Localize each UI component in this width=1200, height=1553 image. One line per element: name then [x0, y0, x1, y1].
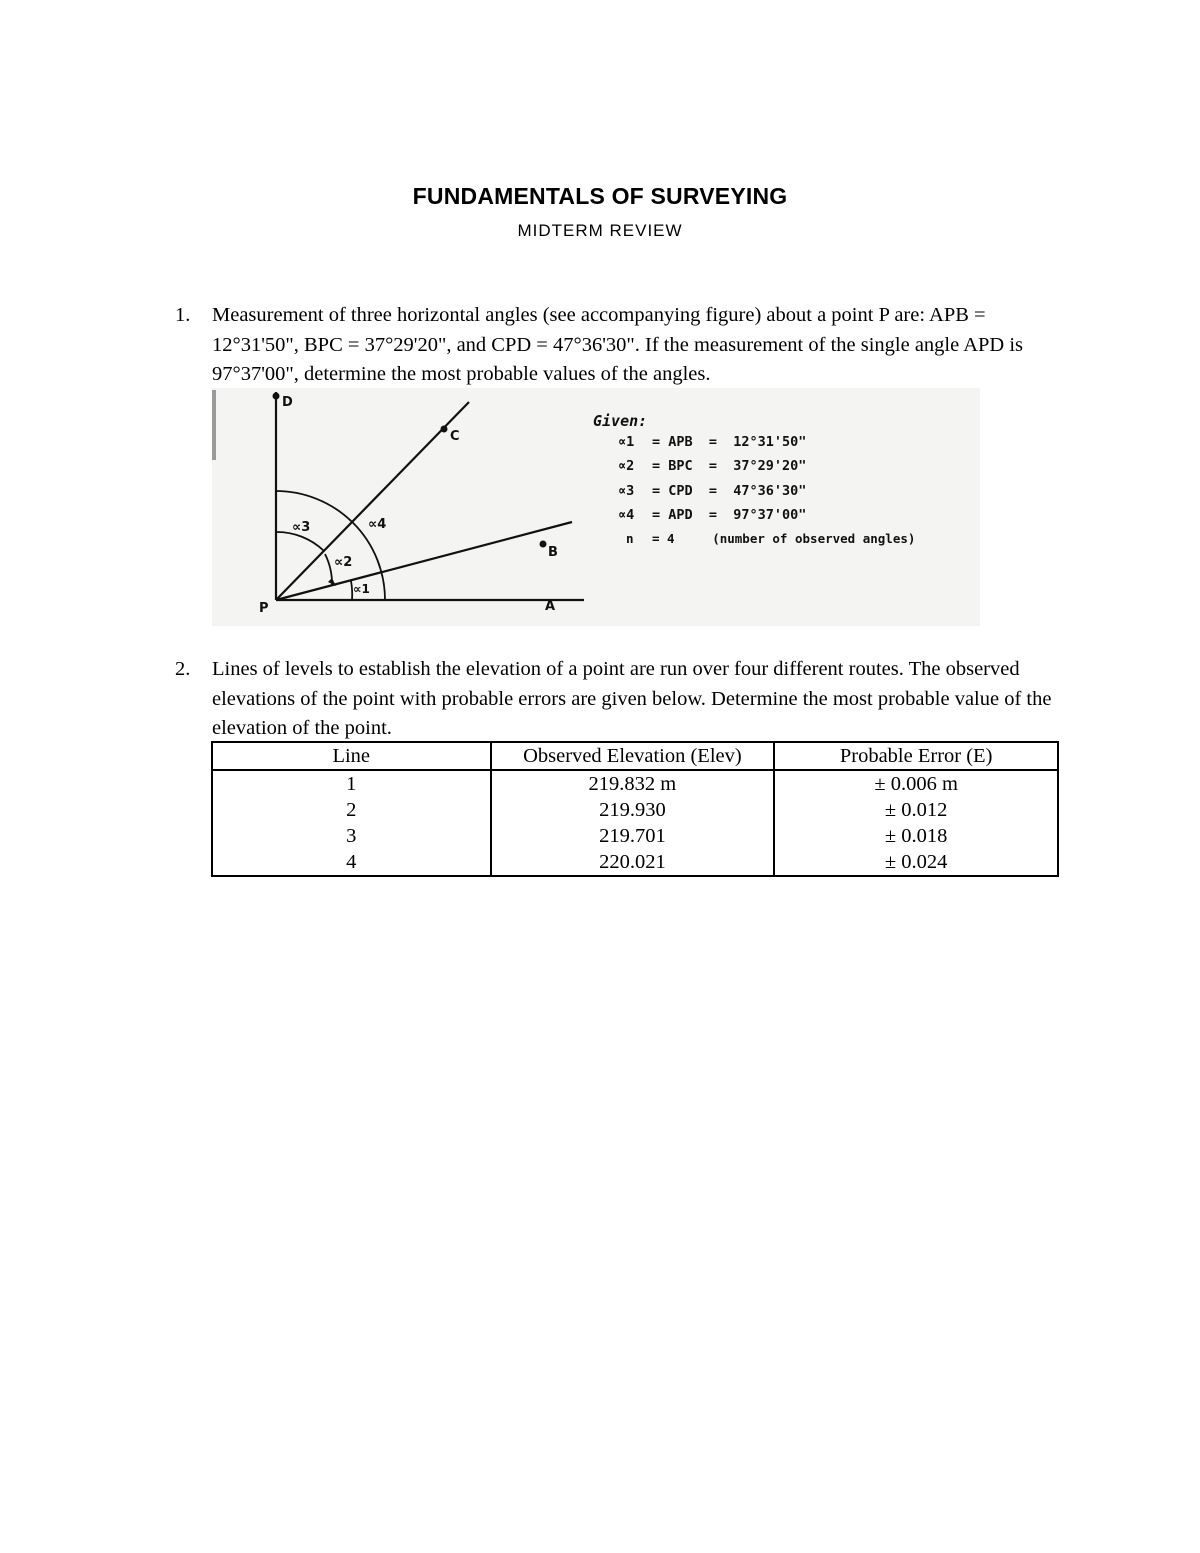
given-line-5-symbol: n [626, 531, 634, 546]
given-line-1-symbol: ∝1 [618, 434, 635, 450]
cell-line: 1 [212, 770, 491, 797]
table-header-row [212, 742, 1058, 770]
cell-error: ± 0.018 [774, 823, 1058, 849]
cell-line: 4 [212, 849, 491, 876]
scan-edge [212, 390, 216, 460]
table-row [212, 823, 1058, 849]
document-title: FUNDAMENTALS OF SURVEYING [412, 183, 788, 209]
label-alpha3: ∝3 [292, 520, 311, 535]
label-alpha1: ∝1 [353, 582, 370, 596]
problem-text: Measurement of three horizontal angles (see accompanying figure) about a point P are: APB = 12°31'50", BPC = 37°29'20", and CPD = 47°36'30". If the measurement of the single angle APD is 97°37'00", determine the most probable values of the angles. [212, 304, 1024, 385]
label-alpha2: ∝2 [334, 555, 353, 570]
given-line-4-symbol: ∝4 [618, 507, 635, 523]
cell-elevation: 219.701 [491, 823, 775, 849]
given-line-3-symbol: ∝3 [618, 483, 635, 499]
line-pb [276, 522, 572, 600]
document-subtitle: MIDTERM REVIEW [517, 221, 683, 240]
label-alpha4: ∝4 [368, 517, 387, 532]
angle-figure [212, 388, 980, 626]
table-row [212, 770, 1058, 797]
given-heading: Given: [593, 412, 648, 430]
given-line-1-value: = APB = 12°31'50" [652, 434, 807, 450]
problem-number: 1. [175, 304, 191, 326]
label-d: D [282, 395, 293, 410]
given-line-2-symbol: ∝2 [618, 458, 635, 474]
cell-elevation: 219.930 [491, 797, 775, 823]
table-row [212, 849, 1058, 876]
label-b: B [548, 545, 558, 560]
cell-line: 3 [212, 823, 491, 849]
cell-error: ± 0.012 [774, 797, 1058, 823]
cell-error: ± 0.006 m [774, 770, 1058, 797]
line-pc [276, 402, 469, 600]
column-header-observed-elevation: Observed Elevation (Elev) [491, 742, 775, 770]
column-header-probable-error: Probable Error (E) [774, 742, 1058, 770]
point-b-dot [540, 541, 547, 548]
elevation-table [211, 741, 1059, 877]
label-p: P [259, 601, 269, 616]
problem-text: Lines of levels to establish the elevation of a point are run over four different routes. The observed elevations of the point with probable errors are given below. Determine the most probable value of the elevation of the point. [212, 658, 1052, 739]
given-line-5-value: = 4 (number of observed angles) [652, 531, 916, 546]
point-d-dot [273, 393, 280, 400]
given-line-4-value: = APD = 97°37'00" [652, 507, 807, 523]
problem-number: 2. [175, 658, 191, 680]
cell-elevation: 219.832 m [491, 770, 775, 797]
cell-error: ± 0.024 [774, 849, 1058, 876]
column-header-line: Line [212, 742, 491, 770]
cell-line: 2 [212, 797, 491, 823]
given-line-3-value: = CPD = 47°36'30" [652, 483, 807, 499]
cell-elevation: 220.021 [491, 849, 775, 876]
label-c: C [450, 429, 460, 444]
table-row [212, 797, 1058, 823]
point-c-dot [441, 426, 448, 433]
label-a: A [545, 599, 556, 614]
given-line-2-value: = BPC = 37°29'20" [652, 458, 807, 474]
problem-1 [175, 301, 1052, 390]
problem-2 [175, 655, 1052, 744]
